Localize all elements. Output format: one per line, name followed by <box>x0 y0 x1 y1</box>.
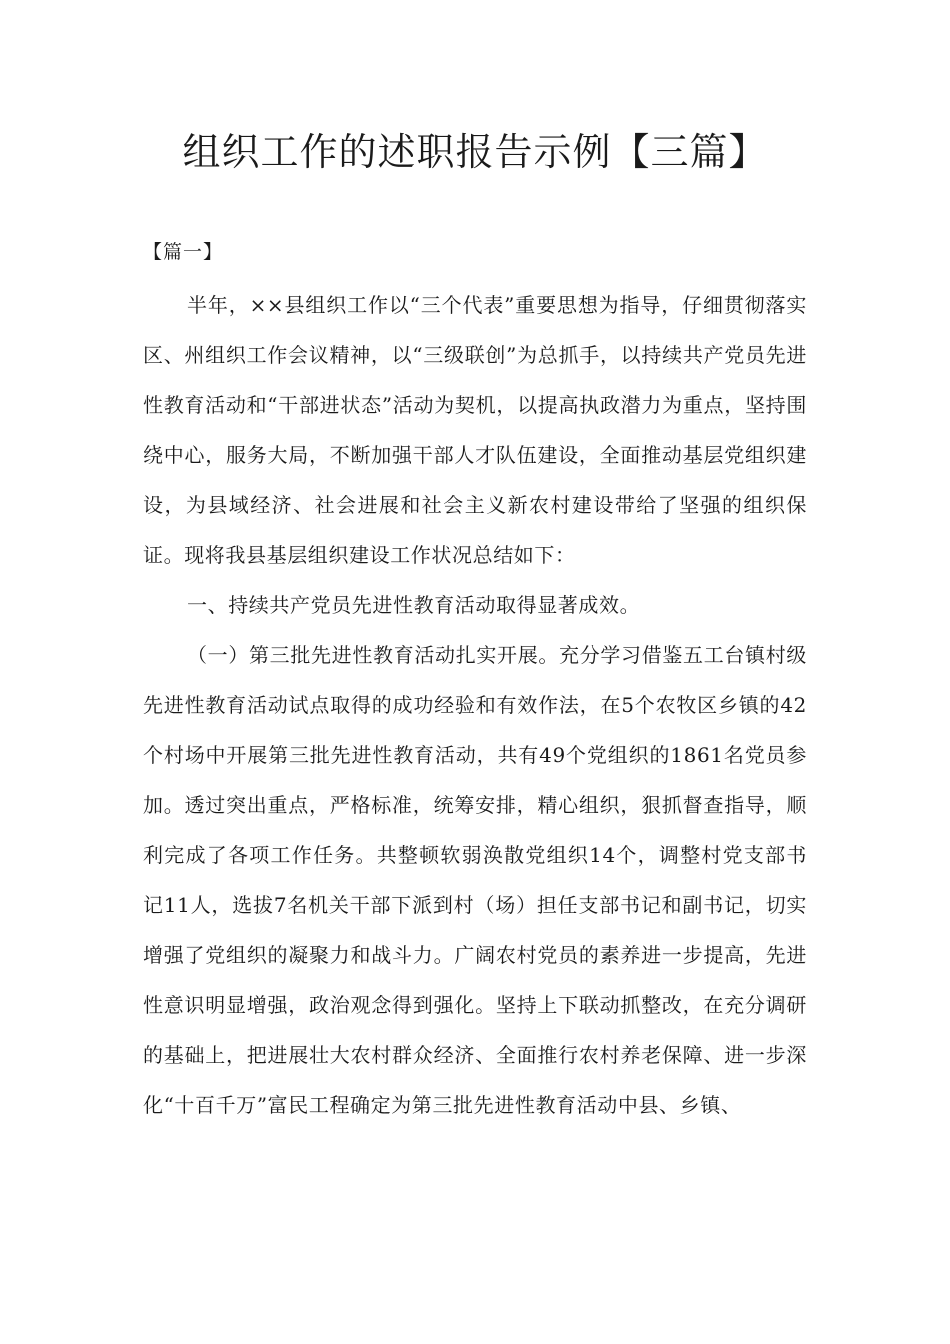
paragraph-intro: 半年，××县组织工作以“三个代表”重要思想为指导，仔细贯彻落实区、州组织工作会议精神，以“三级联创”为总抓手，以持续共产党员先进性教育活动和“干部进状态”活动为契机，以提高执政潜力为重点，坚持围绕中心，服务大局，不断加强干部人才队伍建设，全面推动基层党组织建设，为县域经济、社会进展和社会主义新农村建设带给了坚强的组织保证。现将我县基层组织建设工作状况总结如下： <box>143 293 807 567</box>
paragraph-heading-1: 一、持续共产党员先进性教育活动取得显著成效。 <box>187 593 641 617</box>
section-label: 【篇一】 <box>143 241 224 263</box>
document-title: 组织工作的述职报告示例【三篇】 <box>182 130 768 174</box>
paragraph-subsection-1: （一）第三批先进性教育活动扎实开展。充分学习借鉴五工台镇村级先进性教育活动试点取得的成功经验和有效作法，在5个农牧区乡镇的42个村场中开展第三批先进性教育活动，共有49个党组织的1861名党员参加。透过突出重点，严格标准，统筹安排，精心组织，狠抓督查指导，顺利完成了各项工作任务。共整顿软弱涣散党组织14个，调整村党支部书记11人，选拔7名机关干部下派到村（场）担任支部书记和副书记，切实增强了党组织的凝聚力和战斗力。广阔农村党员的素养进一步提高，先进性意识明显增强，政治观念得到强化。坚持上下联动抓整改，在充分调研的基础上，把进展壮大农村群众经济、全面推行农村养老保障、进一步深化“十百千万”富民工程确定为第三批先进性教育活动中县、乡镇、 <box>143 643 807 1117</box>
document-body <box>143 280 807 1130</box>
